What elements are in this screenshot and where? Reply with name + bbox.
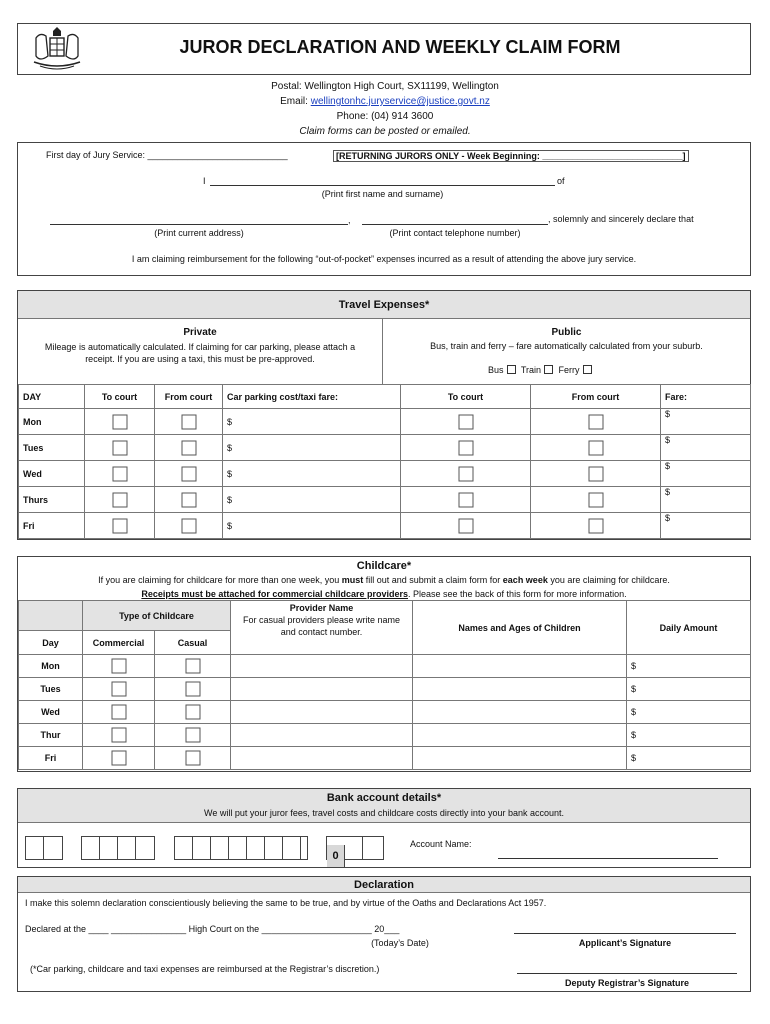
public-to-court-cell	[401, 461, 531, 487]
todays-date-caption: (Today’s Date)	[371, 938, 429, 948]
posting-note: Claim forms can be posted or emailed.	[299, 126, 471, 137]
deputy-signature-caption: Deputy Registrar’s Signature	[564, 978, 690, 988]
postal-address: Postal: Wellington High Court, SX11199, Wellington	[271, 81, 499, 92]
print-address-caption: (Print current address)	[154, 228, 244, 238]
transport-type-options	[488, 365, 595, 375]
casual-cell	[155, 655, 231, 678]
provider-name-field[interactable]	[231, 678, 413, 701]
public-to-court-checkbox[interactable]	[458, 518, 473, 533]
childcare-col-day: Day	[19, 631, 83, 655]
public-to-court-cell	[401, 487, 531, 513]
first-day-field[interactable]: First day of Jury Service: ____________________________	[46, 150, 288, 160]
travel-row-thurs	[19, 487, 751, 513]
print-phone-caption: (Print contact telephone number)	[389, 228, 521, 238]
daily-amount-field[interactable]: $	[627, 701, 751, 724]
travel-col-public-to-court: To court	[401, 385, 531, 409]
travel-col-parking: Car parking cost/taxi fare:	[223, 385, 401, 409]
private-from-court-cell	[155, 487, 223, 513]
form-title: JUROR DECLARATION AND WEEKLY CLAIM FORM	[179, 37, 621, 57]
childcare-note-text: fill out and submit a claim form for	[363, 575, 503, 585]
daily-amount-field[interactable]: $	[627, 724, 751, 747]
declaration-title-bar	[18, 877, 750, 893]
commercial-cell	[83, 701, 155, 724]
public-title: Public	[551, 327, 582, 338]
travel-col-fare: Fare:	[661, 385, 751, 409]
travel-day-label: Wed	[19, 461, 85, 487]
parking-cost-field[interactable]: $	[223, 513, 401, 539]
childcare-col-commercial: Commercial	[83, 631, 155, 655]
casual-checkbox[interactable]	[185, 705, 200, 720]
phone-input-line[interactable]	[362, 224, 548, 225]
private-title: Private	[183, 327, 217, 338]
public-from-court-cell	[531, 461, 661, 487]
children-names-field[interactable]	[413, 701, 627, 724]
childcare-provider-header	[231, 601, 413, 655]
childcare-note-text: you are claiming for childcare.	[547, 575, 670, 585]
applicant-signature-line[interactable]	[514, 933, 736, 934]
childcare-day-label: Wed	[19, 701, 83, 724]
childcare-day-label: Thur	[19, 724, 83, 747]
public-to-court-checkbox[interactable]	[458, 466, 473, 481]
childcare-note-must: must	[341, 575, 364, 585]
travel-row-wed	[19, 461, 751, 487]
travel-day-label: Thurs	[19, 487, 85, 513]
commercial-checkbox[interactable]	[111, 659, 126, 674]
public-to-court-checkbox[interactable]	[458, 414, 473, 429]
public-from-court-checkbox[interactable]	[588, 440, 603, 455]
childcare-names-header: Names and Ages of Children	[413, 601, 627, 655]
public-to-court-cell	[401, 409, 531, 435]
travel-title: Travel Expenses*	[338, 299, 430, 311]
childcare-table	[18, 600, 751, 770]
deputy-signature-line[interactable]	[517, 973, 737, 974]
train-label: Train	[520, 365, 542, 375]
receipts-required-text: Receipts must be attached for commercial childcare providers	[141, 589, 408, 599]
returning-jurors-field[interactable]: [RETURNING JURORS ONLY - Week Beginning: ____________________________]	[333, 150, 689, 162]
travel-day-label: Mon	[19, 409, 85, 435]
private-description: Mileage is automatically calculated. If claiming for car parking, please attach a receipt. If you are using a taxi, this must be pre-approved.	[44, 342, 356, 364]
declaration-statement: I make this solemn declaration conscientiously believing the same to be true, and by virtue of the Oaths and Declarations Act 1957.	[25, 898, 547, 908]
account-number-boxes[interactable]	[174, 836, 308, 860]
fare-field[interactable]: $	[661, 487, 751, 513]
branch-code-boxes[interactable]	[81, 836, 155, 860]
children-names-field[interactable]	[413, 747, 627, 770]
name-i-label: I	[203, 176, 206, 186]
childcare-day-label: Tues	[19, 678, 83, 701]
public-to-court-cell	[401, 513, 531, 539]
email-line	[0, 96, 770, 107]
private-to-court-cell	[85, 461, 155, 487]
parking-cost-field[interactable]: $	[223, 409, 401, 435]
provider-name-field[interactable]	[231, 724, 413, 747]
childcare-day-label: Fri	[19, 747, 83, 770]
parking-cost-field[interactable]: $	[223, 435, 401, 461]
bus-label: Bus	[488, 365, 504, 375]
public-from-court-cell	[531, 487, 661, 513]
casual-cell	[155, 724, 231, 747]
public-from-court-checkbox[interactable]	[588, 492, 603, 507]
travel-day-label: Fri	[19, 513, 85, 539]
train-checkbox[interactable]	[544, 365, 553, 374]
private-from-court-checkbox[interactable]	[181, 440, 196, 455]
travel-col-day: DAY	[19, 385, 85, 409]
ferry-label: Ferry	[558, 365, 580, 375]
provider-name-field[interactable]	[231, 655, 413, 678]
claiming-statement: I am claiming reimbursement for the following “out-of-pocket” expenses incurred as a result of attending the above jury service.	[131, 254, 637, 264]
commercial-checkbox[interactable]	[111, 751, 126, 766]
childcare-row-thur	[19, 724, 751, 747]
childcare-note-text: If you are claiming for childcare for more than one week, you	[98, 575, 342, 585]
account-name-line[interactable]	[498, 858, 718, 859]
private-to-court-cell	[85, 409, 155, 435]
childcare-row-wed	[19, 701, 751, 724]
travel-row-mon	[19, 409, 751, 435]
commercial-cell	[83, 655, 155, 678]
childcare-type-header: Type of Childcare	[83, 601, 231, 631]
childcare-col-casual: Casual	[155, 631, 231, 655]
travel-row-fri	[19, 513, 751, 539]
private-to-court-checkbox[interactable]	[112, 440, 127, 455]
childcare-note-text: . Please see the back of this form for more information.	[408, 589, 627, 599]
bank-title: Bank account details*	[326, 792, 442, 804]
travel-table	[18, 384, 751, 539]
discretion-note: (*Car parking, childcare and taxi expenses are reimbursed at the Registrar’s discretion.)	[30, 964, 380, 974]
private-from-court-checkbox[interactable]	[181, 466, 196, 481]
private-to-court-checkbox[interactable]	[112, 518, 127, 533]
childcare-row-fri	[19, 747, 751, 770]
private-to-court-cell	[85, 487, 155, 513]
casual-cell	[155, 678, 231, 701]
casual-cell	[155, 747, 231, 770]
suffix-boxes[interactable]	[326, 836, 384, 860]
bus-checkbox[interactable]	[507, 365, 516, 374]
travel-col-private-from-court: From court	[155, 385, 223, 409]
public-to-court-checkbox[interactable]	[458, 440, 473, 455]
casual-cell	[155, 701, 231, 724]
fare-field[interactable]: $	[661, 409, 751, 435]
public-to-court-checkbox[interactable]	[458, 492, 473, 507]
parking-cost-field[interactable]: $	[223, 487, 401, 513]
ferry-checkbox[interactable]	[583, 365, 592, 374]
coat-of-arms-logo	[28, 26, 86, 72]
public-from-court-cell	[531, 435, 661, 461]
commercial-cell	[83, 747, 155, 770]
daily-amount-field[interactable]: $	[627, 678, 751, 701]
childcare-note-each-week: each week	[502, 575, 548, 585]
declared-at-line[interactable]: Declared at the ____ _______________ High Court on the ______________________ 20___	[25, 924, 400, 934]
private-to-court-cell	[85, 435, 155, 461]
private-from-court-cell	[155, 461, 223, 487]
daily-amount-field[interactable]: $	[627, 655, 751, 678]
public-from-court-checkbox[interactable]	[588, 518, 603, 533]
travel-title-bar	[18, 291, 750, 319]
name-input-line[interactable]	[210, 185, 555, 186]
bank-subtitle: We will put your juror fees, travel costs and childcare costs directly into your bank account.	[204, 808, 564, 818]
commercial-cell	[83, 724, 155, 747]
private-to-court-checkbox[interactable]	[112, 414, 127, 429]
commercial-checkbox[interactable]	[111, 728, 126, 743]
bank-code-boxes[interactable]	[25, 836, 63, 860]
private-from-court-cell	[155, 435, 223, 461]
childcare-day-spacer	[19, 601, 83, 631]
childcare-row-tues	[19, 678, 751, 701]
childcare-title: Childcare*	[356, 560, 412, 572]
private-from-court-cell	[155, 513, 223, 539]
daily-amount-field[interactable]: $	[627, 747, 751, 770]
private-to-court-cell	[85, 513, 155, 539]
childcare-receipts-note	[18, 589, 750, 599]
fare-field[interactable]: $	[661, 461, 751, 487]
public-description: Bus, train and ferry – fare automatically calculated from your suburb.	[430, 341, 703, 351]
provider-header-title: Provider Name	[289, 603, 354, 613]
casual-checkbox[interactable]	[185, 682, 200, 697]
declaration-title: Declaration	[354, 879, 414, 891]
childcare-weekly-note	[18, 575, 750, 585]
print-name-caption: (Print first name and surname)	[321, 189, 444, 199]
email-label: Email:	[280, 96, 308, 107]
public-to-court-cell	[401, 435, 531, 461]
private-from-court-cell	[155, 409, 223, 435]
provider-name-field[interactable]	[231, 747, 413, 770]
commercial-cell	[83, 678, 155, 701]
phone-line: Phone: (04) 914 3600	[336, 111, 434, 122]
fare-field[interactable]: $	[661, 513, 751, 539]
public-from-court-checkbox[interactable]	[588, 414, 603, 429]
private-from-court-checkbox[interactable]	[181, 492, 196, 507]
public-from-court-cell	[531, 409, 661, 435]
casual-checkbox[interactable]	[185, 659, 200, 674]
account-name-label: Account Name:	[410, 839, 472, 849]
suffix-prefilled-digit: 0	[327, 845, 345, 867]
travel-col-private-to-court: To court	[85, 385, 155, 409]
travel-row-tues	[19, 435, 751, 461]
public-from-court-checkbox[interactable]	[588, 466, 603, 481]
private-to-court-checkbox[interactable]	[112, 492, 127, 507]
childcare-day-label: Mon	[19, 655, 83, 678]
children-names-field[interactable]	[413, 724, 627, 747]
applicant-signature-caption: Applicant’s Signature	[578, 938, 672, 948]
travel-col-public-from-court: From court	[531, 385, 661, 409]
childcare-row-mon	[19, 655, 751, 678]
private-from-court-checkbox[interactable]	[181, 518, 196, 533]
name-of-label: of	[557, 176, 565, 186]
public-from-court-cell	[531, 513, 661, 539]
declaration-box	[17, 876, 751, 992]
commercial-checkbox[interactable]	[111, 705, 126, 720]
private-to-court-checkbox[interactable]	[112, 466, 127, 481]
childcare-daily-header: Daily Amount	[627, 601, 751, 655]
address-comma: ,	[348, 215, 351, 225]
solemnly-declare-text: , solemnly and sincerely declare that	[548, 214, 694, 224]
children-names-field[interactable]	[413, 678, 627, 701]
email-link[interactable]: wellingtonhc.juryservice@justice.govt.nz	[310, 96, 490, 107]
fare-field[interactable]: $	[661, 435, 751, 461]
casual-checkbox[interactable]	[185, 728, 200, 743]
travel-day-label: Tues	[19, 435, 85, 461]
parking-cost-field[interactable]: $	[223, 461, 401, 487]
provider-name-field[interactable]	[231, 701, 413, 724]
children-names-field[interactable]	[413, 655, 627, 678]
address-input-line[interactable]	[50, 224, 348, 225]
commercial-checkbox[interactable]	[111, 682, 126, 697]
casual-checkbox[interactable]	[185, 751, 200, 766]
private-from-court-checkbox[interactable]	[181, 414, 196, 429]
provider-header-subtitle: For casual providers please write name and contact number.	[242, 615, 401, 637]
